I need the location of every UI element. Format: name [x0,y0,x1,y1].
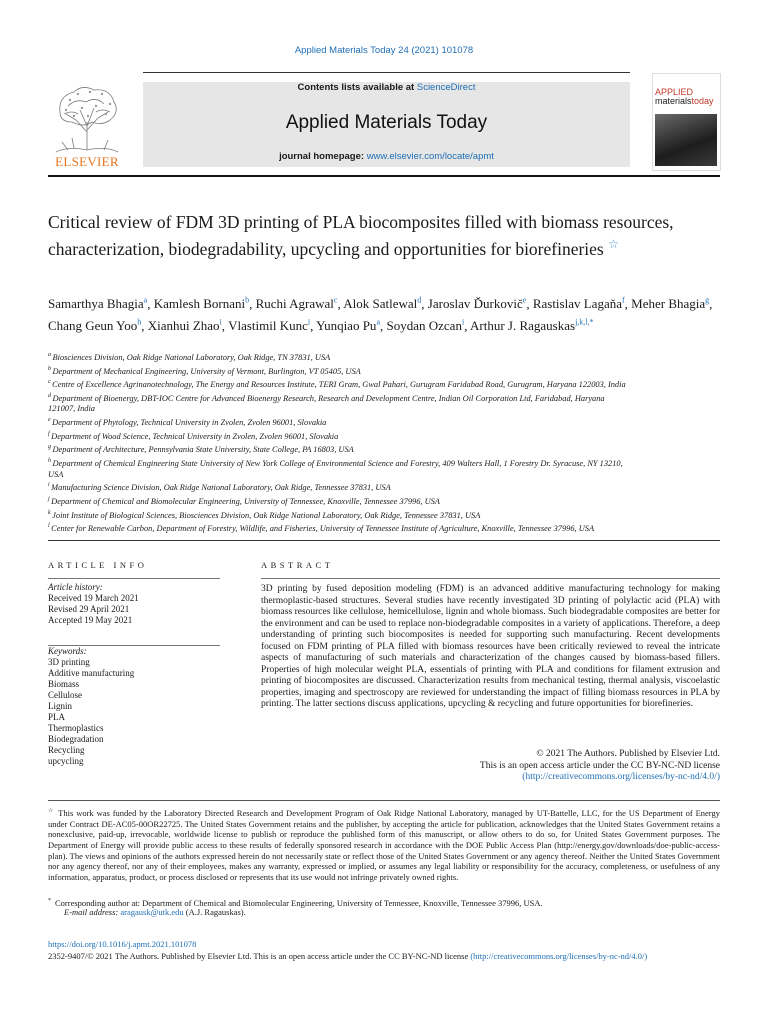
corresponding-author-note: * Corresponding author at: Department of Chemical and Biomolecular Engineering, University of Tennessee, Knoxville, Tennessee 37996, USA. [48,897,543,908]
cover-title: APPLIED materialstoday [655,87,714,106]
author-affiliation-mark[interactable]: i [307,317,311,327]
affiliation-item: $^b$ Department of Mechanical Engineering, University of Vermont, Burlington, VT 05405, USA [48,365,361,376]
title-footnote-star-icon[interactable]: ☆ [608,237,619,251]
email-line: E-mail address: aragausk@utk.edu (A.J. Ragauskas). [64,907,246,917]
author-affiliation-mark[interactable]: h [137,317,142,327]
author-affiliation-mark[interactable]: g [705,296,710,305]
author-name[interactable]: Meher Bhagia$^g$ [631,296,710,312]
keyword-item: PLA [48,712,66,722]
abstract-rule [261,578,720,579]
author-name[interactable]: Xianhui Zhao$^i$ [147,317,222,334]
author-name[interactable]: Yunqiao Pu$^a$ [316,317,380,334]
homepage-line: journal homepage: www.elsevier.com/locate/apmt [279,151,494,162]
journal-homepage-link[interactable]: www.elsevier.com/locate/apmt [366,151,494,162]
author-affiliation-mark[interactable]: d [417,296,422,305]
keyword-item: Recycling [48,745,85,755]
funding-footnote: ☆ This work was funded by the Laboratory Directed Research and Development Program of Oak Ridge National Laboratory, managed by UT-Battelle, LLC, for the US Department of Energy under Contract DE-AC05-00OR22725. The United States Government retains and the publisher, by accepting the article for publication, acknowledges that the United States Government retains a nonexclusive, paid-up, irrevocable, worldwide license to publish or reproduce the published form of this manuscript, or allow others to do so, for United States Government purposes. The Department of Energy will provide public access to these results of federally sponsored research in accordance with the DOE Public Access Plan (http://energy.gov/downloads/doe-public-access-plan). The views and opinions of the authors expressed herein do not necessarily state or reflect those of the United States Government or any agency thereof. Neither the United States Government nor any agency thereof, nor any of their employees, makes any warranty, expressed or implied, or assumes any legal liability or responsibility for the accuracy, completeness, or usefulness of any information, apparatus, product, or process disclosed or represents that its use would not infringe privately owned rights. [48,807,720,883]
author-name[interactable]: Chang Geun Yoo$^h$ [48,317,142,334]
abstract-text: 3D printing by fused deposition modeling (FDM) is an advanced additive manufacturing technology for making thermoplastic-based structures. Several studies have recently investigated 3D printing of polylactic acid (PLA) with biomass resources like cellulose, hemicellulose, lignin and whole biomass. Such biodegradable composites are better for the environment and can be used to replace non-biodegradable composites in a variety of applications. Therefore, a deep understanding of printing such biocomposites is needed for supporting such manufacturing. Recent developments focused on FDM printing of PLA filled with biomass resources have been critically reviewed to reveal the intricate aspects of manufacturing of such materials and characterization of the changes caused by biomass-based fillers. Properties of high molecular weight PLA, essentials of printing with PLA and conditions for filament extrusion and printing of biocomposites are discussed. Characterization results from mechanical testing, thermal analysis, viscoelastic properties, imaging and spectroscopy are reviewed for understanding the impact of filling biomass resources in PLA by printing. The latter sections discuss applications, upcycling & recycling and future opportunities for biorefineries. [261,584,720,709]
article-title: Critical review of FDM 3D printing of PLA biocomposites filled with biomass resources, characterization, biodegradability, upcycling and opportunities for biorefineries ☆ [48,212,674,259]
footnote-star-icon: ☆ [48,808,55,814]
keyword-item: Biomass [48,679,80,689]
doi-link[interactable]: https://doi.org/10.1016/j.apmt.2021.101078 [48,939,197,949]
author-affiliation-mark[interactable]: c [333,296,338,305]
affiliation-item: $^j$ Department of Chemical and Biomolecular Engineering, University of Tennessee, Knoxville, Tennessee 37996, USA [48,495,440,506]
footnote-rule [48,800,720,801]
affiliation-item: $^g$ Department of Architecture, Pennsylvania State University, State College, PA 16803, USA [48,444,354,455]
journal-header [143,82,630,167]
author-affiliation-mark[interactable]: f [621,296,625,305]
journal-title: Applied Materials Today [285,112,488,133]
author-name[interactable]: Samarthya Bhagia$^a$ [48,296,148,312]
author-name[interactable]: Arthur J. Ragauskas$^{j,k,l,*}$ [469,317,594,334]
affiliation-item: $^f$ Department of Wood Science, Technical University in Zvolen, Zvolen 96001, Slovakia [48,430,339,441]
author-name[interactable]: Kamlesh Bornani$^b$ [153,296,250,312]
keyword-item: Additive manufacturing [48,668,135,678]
footer-license-link[interactable]: (http://creativecommons.org/licenses/by-nc-nd/4.0/) [470,951,648,961]
author-affiliation-mark[interactable]: b [245,296,250,305]
header-rule-top [143,72,630,73]
abstract-heading: ABSTRACT [261,560,334,570]
keyword-item: Biodegradation [48,734,104,744]
citation-link[interactable]: Applied Materials Today 24 (2021) 101078 [294,45,474,56]
author-affiliation-mark[interactable]: i [461,317,465,327]
author-affiliation-mark[interactable]: j,k,l,* [575,317,594,327]
header-rule-bottom [48,175,720,177]
author-name[interactable]: Soydan Ozcan$^i$ [386,317,465,334]
author-name[interactable]: Rastislav Lagaňa$^f$ [532,296,625,312]
elsevier-wordmark: ELSEVIER [55,154,119,169]
affiliation-item: $^a$ Biosciences Division, Oak Ridge National Laboratory, Oak Ridge, TN 37831, USA [48,352,331,362]
keyword-item: 3D printing [48,657,90,667]
keywords-block: Keywords: 3D printing Additive manufacturing Biomass Cellulose Lignin PLA Thermoplastics Biodegradation Recycling upcycling [48,646,220,767]
affiliation-list [48,350,628,535]
author-name[interactable]: Alok Satlewal$^d$ [343,296,422,312]
affiliation-item: $^c$ Centre of Excellence Agrinanotechnology, The Energy and Resources Institute, TERI Gram, Gwal Pahari, Gurugram Faridabad Road, Gurugram, Haryana 122003, India [48,379,626,389]
affiliation-item: $^k$ Joint Institute of Biological Sciences, Biosciences Division, Oak Ridge National Laboratory, Oak Ridge, Tennessee 37831, USA [48,509,481,520]
keyword-item: Cellulose [48,690,82,700]
article-info-heading: ARTICLE INFO [48,560,148,570]
author-affiliation-mark[interactable]: a [376,317,380,327]
author-name[interactable]: Jaroslav Ďurkovič$^e$ [427,296,527,312]
author-name[interactable]: Ruchi Agrawal$^c$ [255,296,338,312]
affiliation-item: $^e$ Department of Phytology, Technical University in Zvolen, Zvolen 96001, Slovakia [48,417,327,427]
author-affiliation-mark[interactable]: i [219,317,222,327]
footer-license: 2352-9407/© 2021 The Authors. Published by Elsevier Ltd. This is an open access article under the CC BY-NC-ND license (http://creativecommons.org/licenses/by-nc-nd/4.0/) [48,951,648,961]
email-link[interactable]: aragausk@utk.edu [120,907,184,917]
author-list: Samarthya Bhagia$^a$, Kamlesh Bornani$^b$, Ruchi Agrawal$^c$, Alok Satlewal$^d$, Jaroslav Ďurkovič$^e$, Rastislav Lagaňa$^f$, Meher Bhagia$^g$, Chang Geun Yoo$^h$, Xianhui Zhao$^i$, Vlastimil Kunc$^i$, Yunqiao Pu$^a$, Soydan Ozcan$^i$, Arthur J. Ragauskas$^{j,k,l,*}$ [48,296,713,334]
contents-line: Contents lists available at ScienceDirect [297,82,476,93]
journal-cover-image [652,73,721,171]
author-name[interactable]: Vlastimil Kunc$^i$ [228,317,311,334]
affiliation-item: $^l$ Center for Renewable Carbon, Department of Forestry, Wildlife, and Fisheries, University of Tennessee Institute of Agriculture, Knoxville, Tennessee 37996, USA [48,523,595,533]
affiliation-item: $^h$ Department of Chemical Engineering State University of New York College of Environmental Science and Forestry, 409 Walters Hall, 1 Forestry Dr. Syracuse, NY 13210, USA [48,457,623,479]
article-info-rule [48,578,220,579]
sciencedirect-link[interactable]: ScienceDirect [416,82,476,93]
author-affiliation-mark[interactable]: a [143,296,148,305]
keyword-item: Thermoplastics [48,723,104,733]
cover-photo [655,114,717,166]
affiliation-item: $^d$ Department of Bioenergy, DBT-IOC Centre for Advanced Bioenergy Research, Research and Development Centre, Indian Oil Corporation Ltd, Faridabad, Haryana 121007, India [48,392,605,414]
abstract-copyright: © 2021 The Authors. Published by Elsevier Ltd. This is an open access article under the CC BY-NC-ND license (http://creativecommons.org/licenses/by-nc-nd/4.0/) [479,749,720,783]
keyword-list [48,657,220,767]
section-divider [48,540,720,541]
keyword-item: Lignin [48,701,72,711]
affiliation-item: $^i$ Manufacturing Science Division, Oak Ridge National Laboratory, Oak Ridge, Tennessee 37831, USA [48,482,391,493]
keyword-item: upcycling [48,756,84,766]
author-affiliation-mark[interactable]: e [522,296,527,305]
license-link[interactable]: (http://creativecommons.org/licenses/by-nc-nd/4.0/) [522,772,720,783]
article-history: Article history: Received 19 March 2021 Revised 29 April 2021 Accepted 19 May 2021 [48,582,139,625]
